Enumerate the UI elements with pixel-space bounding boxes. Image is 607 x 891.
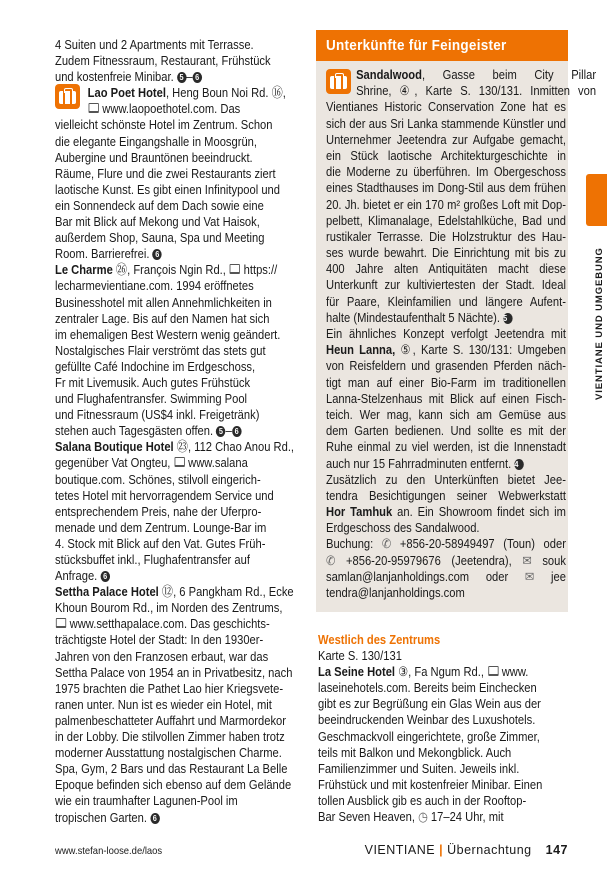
text: pelbett, Klimanalage, Edelstahlküche, Bad und bbox=[326, 212, 566, 228]
text: ses wurde bewahrt. Die Einrichtung mit bis zu bbox=[326, 245, 566, 261]
left-column bbox=[55, 37, 343, 826]
text-line bbox=[55, 278, 303, 294]
phone-icon: ✆ bbox=[326, 552, 336, 568]
text: , Karte S. 130/131. Inmitten von bbox=[414, 83, 597, 99]
laptop-icon bbox=[174, 457, 184, 467]
text: Karte S. 130/131 bbox=[318, 648, 402, 664]
mail-icon: ✉ bbox=[524, 568, 535, 584]
text-line bbox=[55, 343, 303, 359]
info-box-title-text: Unterkünfte für Feingeister bbox=[326, 37, 507, 54]
text: https:// bbox=[243, 262, 278, 278]
price-category-badge: 5 bbox=[177, 72, 186, 83]
text-line bbox=[55, 246, 303, 262]
text: die Moderne zu überführen. Im Obergeschoss bbox=[326, 164, 566, 180]
footer-section: VIENTIANE bbox=[364, 843, 436, 857]
text-line bbox=[326, 229, 566, 245]
text-line bbox=[318, 680, 566, 696]
text: , François Ngin Rd., bbox=[127, 262, 230, 278]
map-marker-number: ㉖ bbox=[115, 262, 128, 278]
text-line bbox=[55, 649, 303, 665]
text: , Heng Boun Noi Rd. bbox=[165, 85, 272, 101]
text: lecharmevientiane.com. 1994 eröffnetes bbox=[55, 278, 254, 294]
footer-separator: | bbox=[439, 843, 444, 857]
text-line bbox=[318, 712, 566, 728]
text: 1975 brachten die Pathet Lao hier Kriegsvete- bbox=[55, 680, 284, 696]
text: von Reisfeldern und grasenden Pferden näch- bbox=[326, 358, 566, 374]
text: Bar mit Blick auf Mekong und Vat Haisok, bbox=[55, 214, 260, 230]
text: und kostenfreie Minibar. bbox=[55, 69, 177, 85]
phone-icon: ✆ bbox=[381, 536, 392, 552]
text: Räume, Flure und die zwei Restaurants ziert bbox=[55, 165, 276, 181]
text: zentraler Lage. Bis auf den Namen hat sich bbox=[55, 310, 270, 326]
laptop-icon bbox=[488, 666, 498, 676]
chapter-tab bbox=[586, 174, 607, 226]
text: wie ein traumhafter Lagunen-Pool im bbox=[55, 793, 238, 809]
text: Businesshotel mit allen Annehmlichkeiten in bbox=[55, 294, 272, 310]
price-category-badge: 6 bbox=[150, 813, 159, 824]
text-line bbox=[318, 777, 566, 793]
text-line bbox=[55, 359, 303, 375]
map-marker-number: ⑯ bbox=[271, 85, 283, 101]
text-line bbox=[55, 504, 303, 520]
text-line bbox=[326, 245, 566, 261]
text: eines Stadthauses im Dong-Stil aus dem frühen bbox=[326, 180, 566, 196]
text-line bbox=[326, 488, 566, 504]
text: und Fitnessraum (US$4 inkl. Freigetränk) bbox=[55, 407, 260, 423]
text-line bbox=[55, 391, 303, 407]
hotel-name: Le Charme bbox=[55, 262, 113, 278]
text: Anfrage. bbox=[55, 568, 101, 584]
text-line bbox=[55, 455, 303, 471]
text-line bbox=[55, 214, 303, 230]
text: Frühstück und mit kostenfreier Minibar. Einen bbox=[318, 776, 543, 792]
text-line bbox=[318, 632, 566, 648]
text: , 112 Chao Anou Rd., bbox=[187, 439, 295, 455]
text-line bbox=[55, 85, 303, 101]
page-number: 147 bbox=[545, 843, 568, 857]
map-marker-number: ③ bbox=[398, 664, 409, 680]
text-line bbox=[326, 423, 566, 439]
text-line bbox=[55, 53, 303, 69]
text: im ehemaligen Best Western wenig geändert. bbox=[55, 326, 281, 342]
text: 4. Stock mit Blick auf den Vat. Gutes Früh- bbox=[55, 535, 266, 551]
text: Ruhe einmal zu viel werden, ist die Innenstadt bbox=[326, 439, 566, 455]
map-marker-number: ⑤ bbox=[400, 342, 413, 358]
hotel-name: La Seine Hotel bbox=[318, 664, 396, 680]
text: trächtigste Hotel der Stadt: In den 1930er- bbox=[55, 632, 264, 648]
hotel-name: Heun Lanna, bbox=[326, 342, 396, 358]
text: sich der aus Sri Lanka stammende Künstler und bbox=[326, 115, 566, 131]
text: samlan@lanjanholdings.com oder bbox=[326, 568, 525, 584]
text: Familienzimmer und Suiten. Jeweils inkl. bbox=[318, 760, 520, 776]
text: Spa, Gym, 2 Bars und das Restaurant La Belle bbox=[55, 761, 288, 777]
text: stücksbuffet inkl., Flughafentransfer auf bbox=[55, 552, 250, 567]
chapter-label: VIENTIANE UND UMGEBUNG bbox=[594, 247, 605, 400]
text-line bbox=[55, 472, 303, 488]
text: laseinehotels.com. Bereits beim Einchecken bbox=[318, 680, 537, 696]
text: tendra Besichtigungen seiner Webwerkstatt bbox=[326, 487, 566, 503]
text: rustikaler Terrasse. Die Holzstruktur des Hau- bbox=[326, 228, 566, 244]
text: Buchung: bbox=[326, 536, 382, 552]
text-line bbox=[326, 277, 566, 293]
text-line bbox=[326, 83, 596, 99]
text: stehen auch Tagesgästen offen. bbox=[55, 423, 217, 439]
text-line bbox=[55, 134, 303, 150]
text-line bbox=[55, 713, 303, 729]
text-line bbox=[55, 568, 303, 584]
running-footer bbox=[365, 843, 568, 857]
text: , Gasse beim City Pillar bbox=[421, 67, 597, 82]
text: , Fa Ngum Rd., bbox=[408, 664, 488, 680]
map-marker-number: ㉓ bbox=[176, 439, 188, 455]
mail-icon: ✉ bbox=[522, 552, 532, 568]
text: 400 Jahre alten Antiquitäten macht diese bbox=[326, 261, 566, 277]
text-line bbox=[55, 810, 303, 826]
text: laotische Kunst. Es gibt einen Infinitypool und bbox=[55, 181, 280, 197]
text: außerdem Shop, Sauna, Spa und Meeting bbox=[55, 230, 265, 246]
text: Fr mit Livemusik. Auch gutes Frühstück bbox=[55, 374, 251, 390]
text: moderner Ausstattung nostalgischen Charme. bbox=[55, 745, 282, 761]
text-line bbox=[326, 553, 566, 569]
text: 17–24 Uhr, mit bbox=[427, 809, 504, 825]
price-category-badge: 6 bbox=[100, 571, 109, 582]
text: entsprechendem Preis, nahe der Uferpro- bbox=[55, 503, 262, 519]
clock-icon: ◷ bbox=[418, 809, 428, 825]
text-line bbox=[55, 230, 303, 246]
text-line bbox=[55, 117, 303, 133]
text-line bbox=[55, 632, 303, 648]
text: halte (Mindestaufenthalt 5 Nächte). bbox=[326, 309, 504, 325]
price-category-badge: 6 bbox=[153, 249, 162, 260]
text: Zusätzlich zu den Unterkünften bietet Jee- bbox=[326, 471, 566, 487]
price-category-badge: 5 bbox=[503, 313, 512, 324]
hotel-name: Settha Palace Hotel bbox=[55, 584, 159, 600]
text: Unterkunft zur kultiviertesten der Stadt. Ideal bbox=[326, 277, 566, 293]
hotel-name: Salana Boutique Hotel bbox=[55, 439, 174, 455]
laptop-icon bbox=[89, 103, 99, 113]
text-line bbox=[326, 585, 566, 601]
footer-chapter: Übernachtung bbox=[447, 843, 532, 857]
text: tigt man auf einer Bio-Farm im traditionellen bbox=[326, 374, 566, 390]
text-line bbox=[326, 472, 566, 488]
text-line bbox=[326, 180, 566, 196]
text-line bbox=[326, 520, 566, 536]
hotel-name: Lao Poet Hotel bbox=[87, 85, 166, 101]
text-line bbox=[318, 648, 566, 664]
text-line bbox=[326, 164, 566, 180]
text: Vientianes Historic Conservation Zone hat es bbox=[326, 99, 566, 115]
price-category-badge: 6 bbox=[232, 426, 241, 437]
text: teich. Wer mag, kann sich am Gemüse aus bbox=[326, 406, 566, 422]
text: tollen Ausblick gib es auch in der Rooftop- bbox=[318, 792, 527, 808]
text-line bbox=[55, 311, 303, 327]
section-heading: Westlich des Zentrums bbox=[318, 632, 441, 647]
text-line bbox=[55, 729, 303, 745]
text-line bbox=[55, 697, 303, 713]
west-section bbox=[318, 632, 606, 825]
laptop-icon bbox=[56, 618, 66, 628]
text-line bbox=[326, 342, 566, 358]
text-line bbox=[326, 294, 566, 310]
text: an. Ein Showroom findet sich im bbox=[392, 504, 566, 520]
text-line bbox=[55, 793, 303, 809]
text: www.laopoethotel.com. Das bbox=[102, 101, 241, 117]
text: jee bbox=[534, 568, 566, 584]
text: Aubergine und Brauntönen beeindruckt. bbox=[55, 149, 253, 165]
text-line bbox=[326, 132, 566, 148]
text-line bbox=[55, 745, 303, 761]
text-line bbox=[55, 327, 303, 343]
text-line bbox=[326, 148, 566, 164]
text: Geschmackvoll eingerichtete, große Zimmer, bbox=[318, 728, 540, 744]
hotel-name: Sandalwood bbox=[356, 67, 422, 82]
text: dem Garten bedienen. Und sollte es mit der bbox=[326, 423, 566, 439]
text-line bbox=[55, 584, 303, 600]
text-line bbox=[55, 182, 303, 198]
text: boutique.com. Schönes, stilvoll eingerich- bbox=[55, 471, 261, 487]
text-line bbox=[326, 536, 566, 552]
text: teils mit Balkon und Mekongblick. Auch bbox=[318, 744, 512, 760]
text-line bbox=[318, 664, 566, 680]
text: Khoun Bourom Rd., im Norden des Zentrums, bbox=[55, 600, 283, 616]
text-line bbox=[326, 456, 566, 472]
text-line bbox=[55, 536, 303, 552]
text: Unternehmer Jeetendra zur Aufgabe gemacht, bbox=[326, 131, 566, 147]
text: für Paare, Kleinfamilien und längere Aufent- bbox=[326, 293, 566, 309]
text: , 6 Pangkham Rd., Ecke bbox=[173, 584, 294, 600]
text: – bbox=[186, 69, 193, 85]
text: 4 Suiten und 2 Apartments mit Terrasse. bbox=[55, 37, 254, 52]
text: +856-20-95979676 (Jeetendra), bbox=[335, 552, 523, 568]
text: +856-20-58949497 (Toun) oder bbox=[391, 536, 566, 552]
text: gegenüber Vat Ongteu, bbox=[55, 455, 174, 471]
text: gibt es zur Begrüßung ein Glas Wein aus der bbox=[318, 696, 541, 712]
text-line bbox=[55, 520, 303, 536]
footer-url[interactable]: www.stefan-loose.de/laos bbox=[55, 845, 163, 857]
text: tetes Hotel mit hervorragendem Service und bbox=[55, 487, 274, 503]
map-marker-number: ④ bbox=[399, 83, 415, 99]
text: Shrine, bbox=[356, 83, 400, 99]
text: Zudem Fitnessraum, Restaurant, Frühstück bbox=[55, 53, 271, 69]
text: in der Lobby. Die stilvollen Zimmer haben trotz bbox=[55, 729, 285, 745]
text-line bbox=[318, 729, 566, 745]
text: www.setthapalace.com. Das geschichts- bbox=[69, 616, 270, 632]
text: , bbox=[282, 85, 286, 101]
text: www.salana bbox=[188, 455, 248, 471]
text: Erdgeschoss des Sandalwood. bbox=[326, 520, 480, 536]
text: ein Sonnendeck auf dem Dach sowie eine bbox=[55, 197, 264, 213]
text: Epoque befinden sich ebenso auf dem Gelände bbox=[55, 777, 292, 793]
text-line bbox=[326, 99, 566, 115]
text: Room. Barrierefrei. bbox=[55, 246, 153, 262]
text-line bbox=[55, 761, 303, 777]
text-line bbox=[326, 391, 566, 407]
text-line bbox=[55, 488, 303, 504]
text: Lanna-Stelzenhaus mit Blick auf einen Fisch- bbox=[326, 390, 566, 406]
text-line bbox=[326, 358, 566, 374]
text: menade und dem Zentrum. Lounge-Bar im bbox=[55, 519, 267, 535]
text: ein Stück laotische Architekturgeschichte in bbox=[326, 147, 566, 163]
text-line bbox=[55, 101, 303, 117]
text-line bbox=[55, 198, 303, 214]
text-line bbox=[326, 197, 566, 213]
text: www. bbox=[501, 664, 529, 680]
text-line bbox=[55, 616, 303, 632]
hotel-name: Hor Tamhuk bbox=[326, 504, 393, 520]
text-line bbox=[55, 439, 303, 455]
text: , Karte S. 130/131: Umgeben bbox=[412, 342, 566, 358]
text-line bbox=[55, 295, 303, 311]
text-line bbox=[326, 375, 566, 391]
text-line bbox=[55, 166, 303, 182]
text-line bbox=[326, 504, 566, 520]
text: vielleicht schönste Hotel im Zentrum. Schon bbox=[55, 117, 273, 133]
text-line bbox=[326, 569, 566, 585]
text-line bbox=[55, 69, 303, 85]
text: gefüllte Café Indochine im Erdgeschoss, bbox=[55, 358, 256, 374]
text: – bbox=[225, 423, 232, 439]
text: die elegante Eingangshalle in Moosgrün, bbox=[55, 133, 258, 149]
info-box-text bbox=[326, 67, 605, 601]
text-line bbox=[55, 777, 303, 793]
text: und Flughafentransfer. Swimming Pool bbox=[55, 391, 248, 407]
text-line bbox=[318, 761, 566, 777]
text-line bbox=[55, 600, 303, 616]
text: Jahren von den Franzosen erbaut, war das bbox=[55, 648, 269, 664]
text-line bbox=[318, 696, 566, 712]
price-category-badge: 6 bbox=[192, 72, 201, 83]
text: ranen unter. Nun ist es wieder ein Hotel, mit bbox=[55, 696, 272, 712]
info-box-title bbox=[316, 30, 568, 61]
text-line bbox=[326, 310, 566, 326]
price-category-badge: 5 bbox=[216, 426, 225, 437]
text: auch nur 15 Fahrradminuten entfernt. bbox=[326, 455, 515, 471]
text-line bbox=[326, 261, 566, 277]
text-line bbox=[55, 407, 303, 423]
text-line bbox=[318, 793, 566, 809]
text-line bbox=[55, 552, 303, 568]
text-line bbox=[326, 439, 566, 455]
text-line bbox=[55, 262, 303, 278]
text-line bbox=[55, 150, 303, 166]
text: palmenbeschatteter Auffahrt und Marmordekor bbox=[55, 712, 286, 728]
text-line bbox=[55, 681, 303, 697]
text: Bar Seven Heaven, bbox=[318, 809, 419, 825]
text-line bbox=[55, 37, 303, 53]
text-line bbox=[55, 375, 303, 391]
text-line bbox=[326, 67, 596, 83]
text-line bbox=[326, 326, 566, 342]
text-line bbox=[55, 665, 303, 681]
text-line bbox=[318, 809, 566, 825]
text-line bbox=[55, 423, 303, 439]
text: tropischen Garten. bbox=[55, 809, 151, 825]
text: 20. Jh. bietet er ein 170 m² großes Loft mit Dop- bbox=[326, 196, 566, 212]
text: tendra@lanjanholdings.com bbox=[326, 585, 465, 600]
text: beeindruckenden Weinbar des Luxushotels. bbox=[318, 712, 536, 728]
text-line bbox=[326, 213, 566, 229]
text: souk bbox=[531, 552, 566, 568]
text-line bbox=[318, 745, 566, 761]
map-marker-number: ⑫ bbox=[161, 584, 174, 600]
text-line bbox=[326, 407, 566, 423]
text-line bbox=[326, 116, 566, 132]
laptop-icon bbox=[230, 264, 240, 274]
price-category-badge: 4 bbox=[514, 459, 523, 470]
text: Settha Palace von 1954 an in Privatbesitz, nach bbox=[55, 664, 293, 680]
text: Nostalgisches Flair verströmt das stets gut bbox=[55, 342, 266, 358]
text: Ein ähnliches Konzept verfolgt Jeetendra mit bbox=[326, 326, 566, 341]
